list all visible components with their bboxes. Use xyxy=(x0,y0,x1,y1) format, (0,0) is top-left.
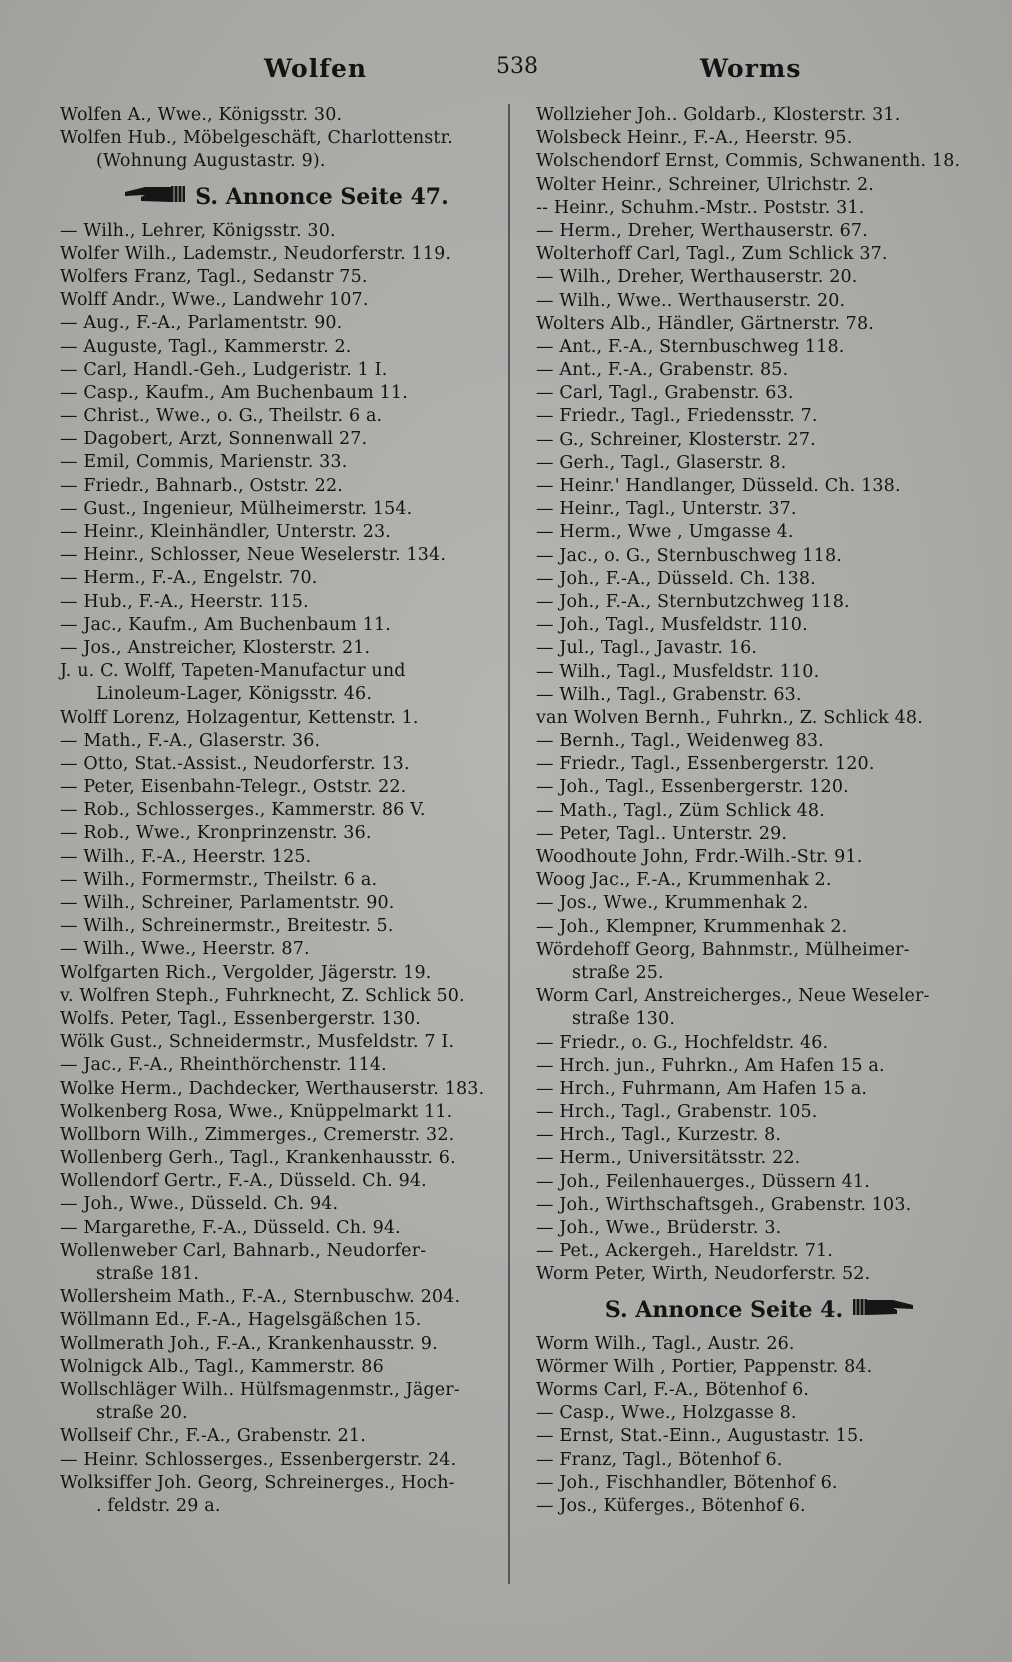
directory-entry: Wolter Heinr., Schreiner, Ulrichstr. 2. xyxy=(536,174,874,195)
directory-entry: — Joh., F.-A., Düsseld. Ch. 138. xyxy=(536,568,816,589)
directory-entry: — G., Schreiner, Klosterstr. 27. xyxy=(536,429,816,450)
left-annonce-notice xyxy=(60,174,500,220)
directory-entry: — Wilh., Tagl., Musfeldstr. 110. xyxy=(536,661,820,682)
directory-entry: — Heinr., Kleinhändler, Unterstr. 23. xyxy=(60,522,392,542)
directory-entry: Wolfen Hub., Möbelgeschäft, Charlottenstr. xyxy=(60,128,453,149)
directory-entry: Wolke Herm., Dachdecker, Werthauserstr. 183. xyxy=(60,1078,485,1099)
directory-entry: J. u. C. Wolff, Tapeten-Manufactur und xyxy=(60,661,406,682)
directory-entry: — Herm., Wwe , Umgasse 4. xyxy=(536,522,794,543)
directory-entry: — Wilh., Formermstr., Theilstr. 6 a. xyxy=(60,869,378,890)
directory-entry: Worm Peter, Wirth, Neudorferstr. 52. xyxy=(536,1264,871,1285)
entry-continuation: straße 20. xyxy=(96,1403,188,1424)
directory-entry: Wolnigck Alb., Tagl., Kammerstr. 86 xyxy=(60,1356,384,1377)
directory-entry: Wolff Lorenz, Holzagentur, Kettenstr. 1. xyxy=(60,707,419,728)
directory-entry: — Jos., Anstreicher, Klosterstr. 21. xyxy=(60,637,371,658)
directory-entry: — Heinr., Schlosser, Neue Weselerstr. 134. xyxy=(60,545,447,566)
directory-entry: — Math., F.-A., Glaserstr. 36. xyxy=(60,730,321,751)
directory-entry: Woog Jac., F.-A., Krummenhak 2. xyxy=(536,870,832,891)
directory-entry: Wollmerath Joh., F.-A., Krankenhausstr. 9. xyxy=(60,1333,438,1354)
directory-entry: — Hub., F.-A., Heerstr. 115. xyxy=(60,591,309,612)
directory-entry: — Casp., Wwe., Holzgasse 8. xyxy=(536,1403,797,1424)
directory-entry: — Dagobert, Arzt, Sonnenwall 27. xyxy=(60,429,368,450)
directory-entry: — Friedr., Bahnarb., Oststr. 22. xyxy=(60,475,343,496)
right-column xyxy=(536,104,996,1518)
directory-entry: — Ant., F.-A., Grabenstr. 85. xyxy=(536,360,789,381)
header-right-word: Worms xyxy=(700,54,802,83)
directory-entry: — Friedr., o. G., Hochfeldstr. 46. xyxy=(536,1032,829,1053)
directory-entry: Wolfers Franz, Tagl., Sedanstr 75. xyxy=(60,266,368,287)
directory-entry: — Christ., Wwe., o. G., Theilstr. 6 a. xyxy=(60,406,383,427)
directory-entry: — Herm., Universitätsstr. 22. xyxy=(536,1148,801,1169)
directory-entry: — Heinr. Schlosserges., Essenbergerstr. 24. xyxy=(60,1449,457,1470)
directory-entry: — Ernst, Stat.-Einn., Augustastr. 15. xyxy=(536,1426,864,1447)
directory-entry: — Wilh., Lehrer, Königsstr. 30. xyxy=(60,220,336,241)
pointing-hand-icon xyxy=(121,175,185,221)
entry-continuation: Linoleum-Lager, Königsstr. 46. xyxy=(96,684,373,705)
directory-entry: — Hrch. jun., Fuhrkn., Am Hafen 15 a. xyxy=(536,1055,885,1076)
directory-entry: — Joh., F.-A., Sternbutzchweg 118. xyxy=(536,591,850,612)
entry-continuation: . feldstr. 29 a. xyxy=(96,1495,221,1516)
directory-entry: — Friedr., Tagl., Essenbergerstr. 120. xyxy=(536,754,875,775)
directory-entry: — Joh., Feilenhauerges., Düssern 41. xyxy=(536,1171,870,1192)
column-divider xyxy=(508,104,510,1584)
directory-entry: — Wilh., Schreiner, Parlamentstr. 90. xyxy=(60,893,395,913)
directory-entry: — Auguste, Tagl., Kammerstr. 2. xyxy=(60,336,352,357)
directory-entry: — Heinr., Tagl., Unterstr. 37. xyxy=(536,499,797,520)
entry-continuation: (Wohnung Augustastr. 9). xyxy=(96,151,326,172)
directory-entry: — Gust., Ingenieur, Mülheimerstr. 154. xyxy=(60,498,413,519)
directory-entry: — Joh., Tagl., Musfeldstr. 110. xyxy=(536,615,808,636)
directory-entry: — Emil, Commis, Marienstr. 33. xyxy=(60,452,348,473)
directory-entry: — Joh., Tagl., Essenbergerstr. 120. xyxy=(536,777,849,798)
directory-entry: — Hrch., Fuhrmann, Am Hafen 15 a. xyxy=(536,1078,868,1099)
entry-continuation: straße 130. xyxy=(572,1009,676,1030)
directory-entry: v. Wolfren Steph., Fuhrknecht, Z. Schlick 50. xyxy=(60,985,465,1006)
directory-entry: Wollersheim Math., F.-A., Sternbuschw. 204. xyxy=(60,1287,461,1308)
directory-entry: — Wilh., F.-A., Heerstr. 125. xyxy=(60,846,312,867)
directory-entry: — Math., Tagl., Züm Schlick 48. xyxy=(536,800,825,821)
directory-entry: — Margarethe, F.-A., Düsseld. Ch. 94. xyxy=(60,1217,401,1238)
directory-entry: Wolff Andr., Wwe., Landwehr 107. xyxy=(60,290,369,311)
directory-entry: — Heinr.' Handlanger, Düsseld. Ch. 138. xyxy=(536,476,901,496)
directory-entry: — Jac., F.-A., Rheinthörchenstr. 114. xyxy=(60,1055,387,1076)
left-column xyxy=(60,104,500,1518)
entry-continuation: straße 25. xyxy=(572,962,664,983)
right-annonce-notice xyxy=(536,1287,996,1333)
directory-entry: — Carl, Tagl., Grabenstr. 63. xyxy=(536,383,794,404)
directory-entry: Worm Carl, Anstreicherges., Neue Weseler- xyxy=(536,986,930,1007)
running-head xyxy=(0,54,1012,94)
page-number: 538 xyxy=(496,54,538,79)
directory-entry: — Wilh., Dreher, Werthauserstr. 20. xyxy=(536,267,858,288)
entry-continuation: straße 181. xyxy=(96,1264,200,1284)
directory-entry: Wolfgarten Rich., Vergolder, Jägerstr. 19. xyxy=(60,962,432,983)
directory-entry: — Hrch., Tagl., Grabenstr. 105. xyxy=(536,1102,818,1123)
annonce-text: S. Annonce Seite 47. xyxy=(195,183,449,210)
directory-entry: Wolterhoff Carl, Tagl., Zum Schlick 37. xyxy=(536,244,888,265)
directory-entry: -- Heinr., Schuhm.-Mstr.. Poststr. 31. xyxy=(536,197,865,218)
directory-entry: — Joh., Wwe., Düsseld. Ch. 94. xyxy=(60,1194,339,1215)
directory-entry: — Joh., Wirthschaftsgeh., Grabenstr. 103. xyxy=(536,1194,912,1215)
directory-entry: — Jac., o. G., Sternbuschweg 118. xyxy=(536,545,842,566)
directory-entry: — Joh., Klempner, Krummenhak 2. xyxy=(536,916,848,937)
directory-entry: — Herm., Dreher, Werthauserstr. 67. xyxy=(536,220,868,241)
directory-entry: Wördehoff Georg, Bahnmstr., Mülheimer- xyxy=(536,939,910,960)
directory-entry: Wollborn Wilh., Zimmerges., Cremerstr. 32. xyxy=(60,1124,455,1145)
directory-entry: — Jac., Kaufm., Am Buchenbaum 11. xyxy=(60,614,392,635)
directory-entry: Wollenweber Carl, Bahnarb., Neudorfer- xyxy=(60,1240,427,1261)
directory-entry: Wollenberg Gerh., Tagl., Krankenhausstr. 6. xyxy=(60,1148,456,1169)
directory-entry: Wolkenberg Rosa, Wwe., Knüppelmarkt 11. xyxy=(60,1101,453,1122)
directory-entry: — Pet., Ackergeh., Hareldstr. 71. xyxy=(536,1241,833,1262)
directory-entry: Wollschläger Wilh.. Hülfsmagenmstr., Jäger- xyxy=(60,1379,460,1400)
directory-entry: Wollzieher Joh.. Goldarb., Klosterstr. 31. xyxy=(536,105,901,125)
directory-entry: — Ant., F.-A., Sternbuschweg 118. xyxy=(536,336,845,357)
directory-entry: — Wilh., Wwe., Heerstr. 87. xyxy=(60,939,310,960)
directory-entry: — Franz, Tagl., Bötenhof 6. xyxy=(536,1449,783,1470)
directory-entry: — Bernh., Tagl., Weidenweg 83. xyxy=(536,731,824,752)
directory-entry: — Peter, Eisenbahn-Telegr., Oststr. 22. xyxy=(60,777,407,798)
directory-entry: Wölk Gust., Schneidermstr., Musfeldstr. 7 I. xyxy=(60,1032,455,1053)
directory-entry: Wolksiffer Joh. Georg, Schreinerges., Hoch- xyxy=(60,1472,455,1493)
directory-entry: Worms Carl, F.-A., Bötenhof 6. xyxy=(536,1379,810,1400)
directory-entry: — Hrch., Tagl., Kurzestr. 8. xyxy=(536,1125,782,1146)
directory-entry: Wollseif Chr., F.-A., Grabenstr. 21. xyxy=(60,1426,366,1447)
directory-entry: — Wilh., Schreinermstr., Breitestr. 5. xyxy=(60,916,394,937)
annonce-text: S. Annonce Seite 4. xyxy=(604,1296,844,1323)
directory-entry: — Otto, Stat.-Assist., Neudorferstr. 13. xyxy=(60,753,410,774)
directory-entry: Wolters Alb., Händler, Gärtnerstr. 78. xyxy=(536,313,874,334)
directory-entry: — Joh., Wwe., Brüderstr. 3. xyxy=(536,1218,782,1238)
directory-entry: Woodhoute John, Frdr.-Wilh.-Str. 91. xyxy=(536,847,863,867)
directory-entry: — Jos., Wwe., Krummenhak 2. xyxy=(536,893,809,914)
header-left-word: Wolfen xyxy=(264,54,368,83)
directory-entry: — Jos., Küferges., Bötenhof 6. xyxy=(536,1495,806,1516)
directory-entry: Wolschendorf Ernst, Commis, Schwanenth. 18. xyxy=(536,151,961,172)
directory-entry: — Wilh., Tagl., Grabenstr. 63. xyxy=(536,684,802,705)
directory-entry: — Peter, Tagl.. Unterstr. 29. xyxy=(536,823,788,844)
directory-entry: — Joh., Fischhandler, Bötenhof 6. xyxy=(536,1472,838,1493)
directory-entry: — Herm., F.-A., Engelstr. 70. xyxy=(60,568,318,589)
directory-entry: Worm Wilh., Tagl., Austr. 26. xyxy=(536,1333,795,1354)
directory-entry: Wollendorf Gertr., F.-A., Düsseld. Ch. 94. xyxy=(60,1171,427,1192)
directory-entry: Wolsbeck Heinr., F.-A., Heerstr. 95. xyxy=(536,128,853,149)
pointing-hand-icon xyxy=(853,1288,917,1334)
directory-entry: van Wolven Bernh., Fuhrkn., Z. Schlick 48. xyxy=(536,707,923,728)
directory-entry: — Jul., Tagl., Javastr. 16. xyxy=(536,638,758,659)
directory-entry: — Aug., F.-A., Parlamentstr. 90. xyxy=(60,313,343,334)
directory-entry: Wolfer Wilh., Lademstr., Neudorferstr. 119. xyxy=(60,243,452,264)
directory-entry: — Gerh., Tagl., Glaserstr. 8. xyxy=(536,452,787,473)
directory-entry: Wolfen A., Wwe., Königsstr. 30. xyxy=(60,105,343,125)
directory-entry: Wöllmann Ed., F.-A., Hagelsgäßchen 15. xyxy=(60,1310,422,1331)
directory-entry: — Rob., Wwe., Kronprinzenstr. 36. xyxy=(60,823,372,844)
directory-entry: — Carl, Handl.-Geh., Ludgeristr. 1 I. xyxy=(60,359,388,380)
directory-entry: — Rob., Schlosserges., Kammerstr. 86 V. xyxy=(60,800,426,821)
directory-entry: — Casp., Kaufm., Am Buchenbaum 11. xyxy=(60,382,408,403)
directory-entry: — Wilh., Wwe.. Werthauserstr. 20. xyxy=(536,290,846,311)
directory-entry: Wörmer Wilh , Portier, Pappenstr. 84. xyxy=(536,1356,873,1377)
directory-entry: — Friedr., Tagl., Friedensstr. 7. xyxy=(536,406,818,427)
directory-entry: Wolfs. Peter, Tagl., Essenbergerstr. 130. xyxy=(60,1008,421,1029)
